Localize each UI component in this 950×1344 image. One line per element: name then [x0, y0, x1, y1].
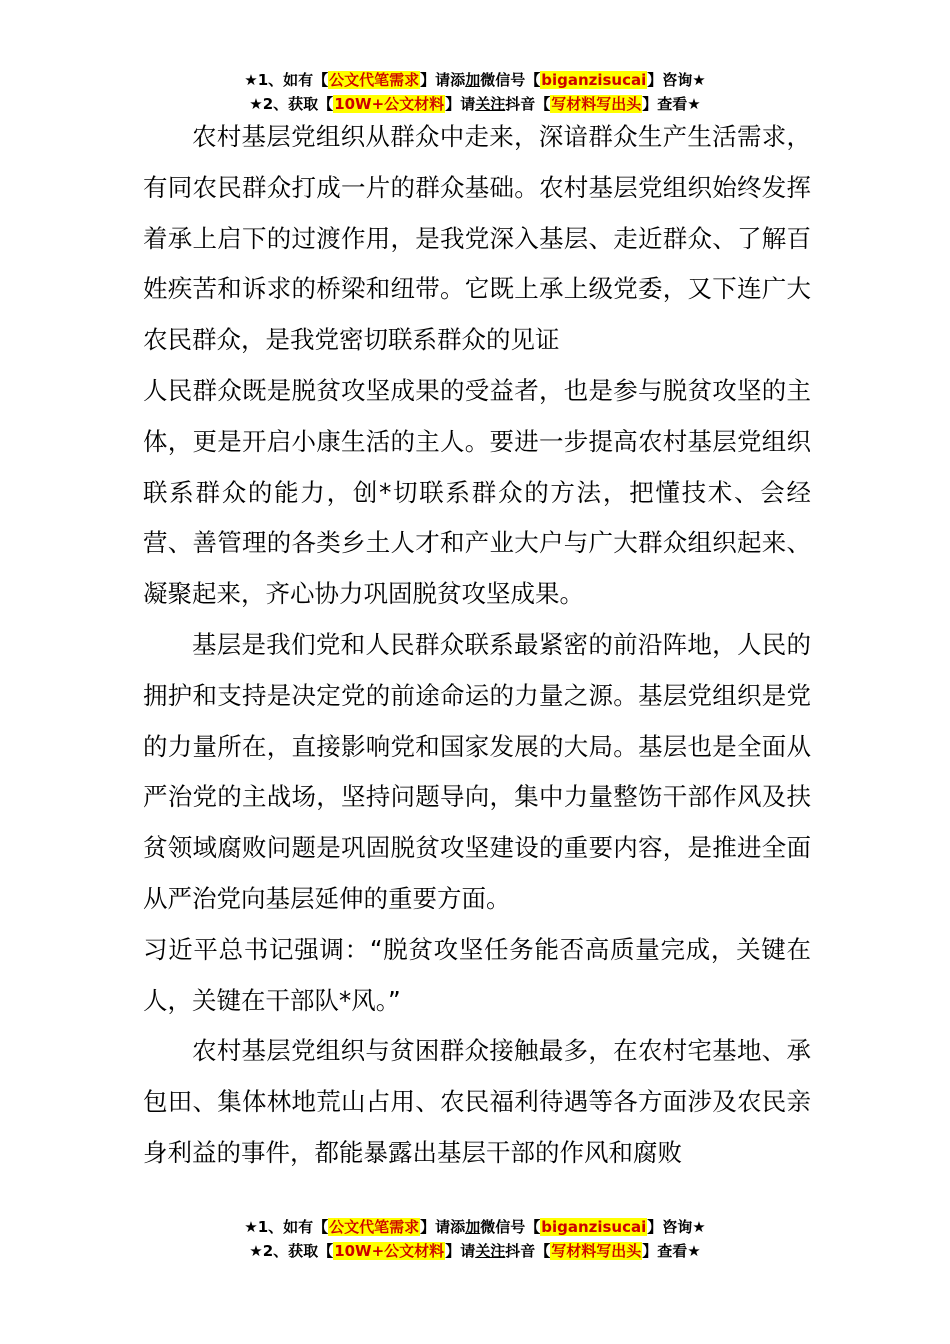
banner-text: 】咨询★ [647, 1218, 706, 1236]
paragraph-4: 习近平总书记强调：“脱贫攻坚任务能否高质量完成，关键在人，关键在干部队*风。” [143, 934, 811, 1015]
banner-text: ★2、获取【 [249, 1242, 334, 1260]
banner-text: 】请 [445, 1242, 476, 1260]
paragraph-2: 人民群众既是脱贫攻坚成果的受益者，也是参与脱贫攻坚的主体，更是开启小康生活的主人。要进一步提高农村基层党组织联系群众的能力，创*切联系群众的方法，把懂技术、会经营、善管理的各类乡土人才和产业大户与广大群众组织起来、凝聚起来，齐心协力巩固脱贫攻坚成果。 [143, 375, 811, 609]
banner-underlined: 加 [465, 1218, 481, 1236]
banner-text: 】请添 [420, 71, 466, 89]
banner-highlight: 10W+公文材料 [334, 1242, 445, 1260]
banner-text: ★1、如有【 [244, 71, 329, 89]
banner-text: 微信号【 [480, 1218, 541, 1236]
banner-line-1 [0, 1215, 950, 1239]
paragraph-3: 基层是我们党和人民群众联系最紧密的前沿阵地，人民的拥护和支持是决定党的前途命运的力量之源。基层党组织是党的力量所在，直接影响党和国家发展的大局。基层也是全面从严治党的主战场，坚持问题导向，集中力量整饬干部作风及扶贫领域腐败问题是巩固脱贫攻坚建设的重要内容，是推进全面从严治党向基层延伸的重要方面。 [143, 629, 811, 913]
banner-highlight: 写材料写出头 [551, 95, 642, 113]
banner-text: 】查看★ [642, 1242, 701, 1260]
banner-highlight: 公文代笔需求 [329, 71, 420, 89]
document-body [143, 112, 811, 1179]
banner-highlight: 10W+公文材料 [334, 95, 445, 113]
banner-text: 】咨询★ [647, 71, 706, 89]
banner-line-1 [0, 68, 950, 92]
banner-highlight: biganzisucai [541, 1218, 647, 1236]
banner-highlight: biganzisucai [541, 71, 647, 89]
banner-line-2 [0, 1239, 950, 1263]
banner-highlight: 写材料写出头 [551, 1242, 642, 1260]
paragraph-5: 农村基层党组织与贫困群众接触最多，在农村宅基地、承包田、集体林地荒山占用、农民福利待遇等各方面涉及农民亲身利益的事件，都能暴露出基层干部的作风和腐败 [143, 1036, 811, 1167]
banner-text: 】请 [445, 95, 476, 113]
banner-text: ★2、获取【 [249, 95, 334, 113]
paragraph-1: 农村基层党组织从群众中走来，深谙群众生产生活需求，有同农民群众打成一片的群众基础。农村基层党组织始终发挥着承上启下的过渡作用，是我党深入基层、走近群众、了解百姓疾苦和诉求的桥梁和纽带。它既上承上级党委，又下连广大农民群众，是我党密切联系群众的见证 [143, 122, 811, 355]
banner-text: 微信号【 [480, 71, 541, 89]
banner-underlined: 加 [465, 71, 481, 89]
header-banner [0, 68, 950, 116]
banner-text: ★1、如有【 [244, 1218, 329, 1236]
footer-banner [0, 1215, 950, 1263]
banner-highlight: 公文代笔需求 [329, 1218, 420, 1236]
banner-text: 】查看★ [642, 95, 701, 113]
banner-text: 抖音【 [505, 1242, 551, 1260]
banner-text: 抖音【 [505, 95, 551, 113]
banner-text: 】请添 [420, 1218, 466, 1236]
banner-underlined: 关注 [475, 95, 506, 113]
banner-underlined: 关注 [475, 1242, 506, 1260]
